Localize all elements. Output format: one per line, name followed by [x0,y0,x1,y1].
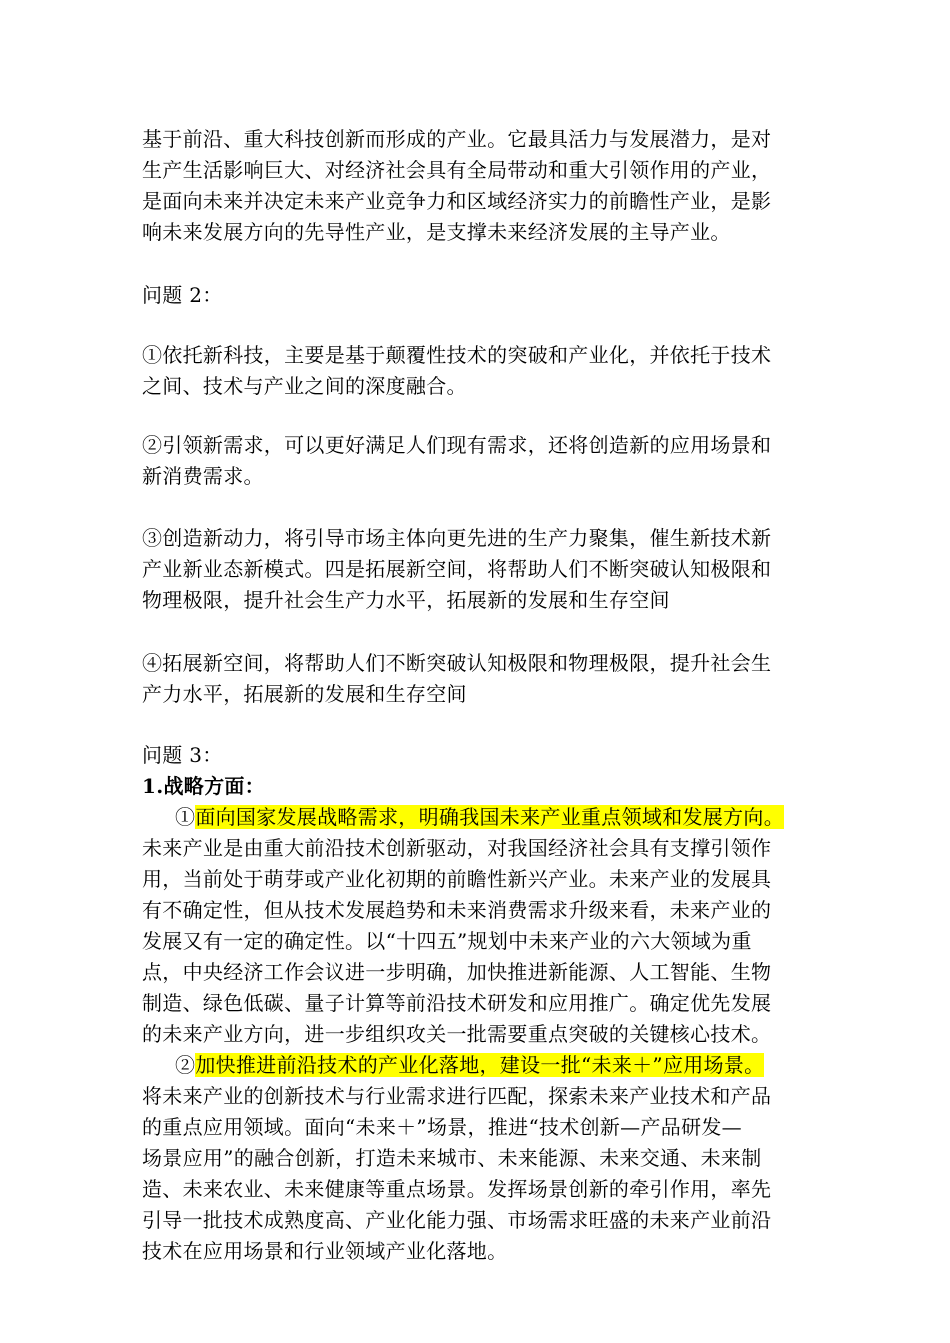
paragraph-line: 点，中央经济工作会议进一步明确，加快推进新能源、人工智能、生物 [142,960,772,984]
paragraph-line: 将未来产业的创新技术与行业需求进行匹配，探索未来产业技术和产品 [142,1084,772,1108]
paragraph-line: 用，当前处于萌芽或产业化初期的前瞻性新兴产业。未来产业的发展具 [142,867,772,891]
item-line: ③创造新动力，将引导市场主体向更先进的生产力聚集，催生新技术新 [142,526,772,550]
highlighted-text: 加快推进前沿技术的产业化落地，建设一批“未来＋”应用场景。 [195,1053,765,1077]
question-2-item-2 [142,430,842,492]
intro-line: 响未来发展方向的先导性产业，是支撑未来经济发展的主导产业。 [142,220,731,244]
question-2-item-3 [142,523,842,616]
item-line: 产业新业态新模式。四是拓展新空间，将帮助人们不断突破认知极限和 [142,557,772,581]
intro-line: 生产生活影响巨大、对经济社会具有全局带动和重大引领作用的产业， [142,158,772,182]
paragraph-1-lead [142,802,842,833]
strategy-heading: 1.战略方面： [142,774,265,798]
paragraph-line: 的重点应用领域。面向“未来＋”场景，推进“技术创新—产品研发— [142,1115,742,1139]
item-line: 新消费需求。 [142,464,264,488]
item-line: 物理极限，提升社会生产力水平，拓展新的发展和生存空间 [142,588,670,612]
question-2-item-1 [142,340,842,402]
paragraph-line: 的未来产业方向，进一步组织攻关一批需要重点突破的关键核心技术。 [142,1022,772,1046]
intro-line: 是面向未来并决定未来产业竞争力和区域经济实力的前瞻性产业，是影 [142,189,772,213]
question-2-title [142,280,842,311]
paragraph-line: 引导一批技术成熟度高、产业化能力强、市场需求旺盛的未来产业前沿 [142,1208,772,1232]
highlighted-text: 面向国家发展战略需求，明确我国未来产业重点领域和发展方向。 [195,805,785,829]
question-2-title-text: 问题 2： [142,283,223,307]
paragraph-line: 场景应用”的融合创新，打造未来城市、未来能源、未来交通、未来制 [142,1146,762,1170]
paragraph-line: 有不确定性，但从技术发展趋势和未来消费需求升级来看，未来产业的 [142,898,772,922]
question-2-item-4 [142,648,842,710]
intro-line: 基于前沿、重大科技创新而形成的产业。它最具活力与发展潜力，是对 [142,127,772,151]
question-3-title: 问题 3： [142,743,223,767]
item-line: 产力水平，拓展新的发展和生存空间 [142,682,467,706]
paragraph-line: 技术在应用场景和行业领域产业化落地。 [142,1239,508,1263]
item-line: ②引领新需求，可以更好满足人们现有需求，还将创造新的应用场景和 [142,433,772,457]
intro-paragraph [142,124,842,248]
paragraph-2-lead [142,1050,842,1081]
paragraph-2-marker: ② [175,1053,196,1077]
paragraph-line: 制造、绿色低碳、量子计算等前沿技术研发和应用推广。确定优先发展 [142,991,772,1015]
paragraph-1-marker: ① [175,805,196,829]
item-line: ④拓展新空间，将帮助人们不断突破认知极限和物理极限，提升社会生 [142,651,772,675]
question-3-section [142,740,842,1267]
paragraph-line: 造、未来农业、未来健康等重点场景。发挥场景创新的牵引作用，率先 [142,1177,772,1201]
item-line: 之间、技术与产业之间的深度融合。 [142,374,467,398]
paragraph-line: 未来产业是由重大前沿技术创新驱动，对我国经济社会具有支撑引领作 [142,836,772,860]
item-line: ①依托新科技，主要是基于颠覆性技术的突破和产业化，并依托于技术 [142,343,772,367]
paragraph-line: 发展又有一定的确定性。以“十四五”规划中未来产业的六大领域为重 [142,929,752,953]
